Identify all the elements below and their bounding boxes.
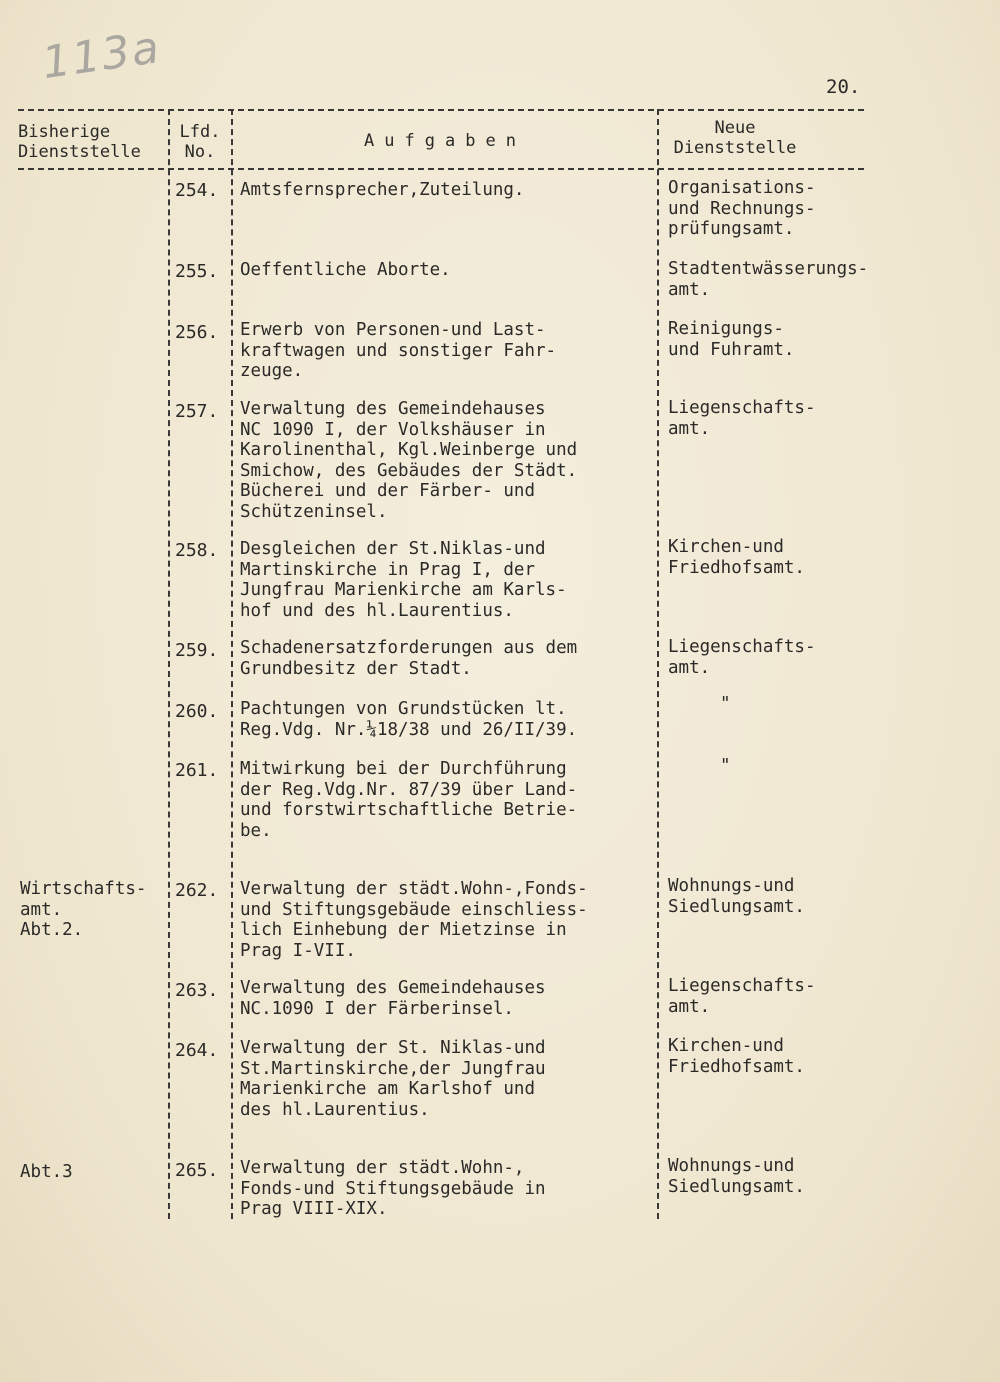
table-top-rule (18, 109, 864, 111)
row-number: 261. (175, 760, 219, 781)
page-number: 20. (826, 76, 861, 98)
row-task: Desgleichen der St.Niklas-und Martinskirche in Prag I, der Jungfrau Marienkirche am Karls- hof und des hl.Laurentius. (240, 539, 567, 621)
row-task: Verwaltung der städt.Wohn-, Fonds-und Stiftungsgebäude in Prag VIII-XIX. (240, 1158, 546, 1219)
row-number: 257. (175, 401, 219, 422)
row-number: 255. (175, 261, 219, 282)
row-new-office: Wohnungs-und Siedlungsamt. (668, 1156, 805, 1197)
row-new-office: " (720, 756, 731, 776)
row-number: 264. (175, 1040, 219, 1061)
row-task: Verwaltung der St. Niklas-und St.Martinskirche,der Jungfrau Marienkirche am Karlshof und des hl.Laurentius. (240, 1038, 546, 1120)
header-serial-number: Lfd. No. (179, 122, 221, 162)
row-task: Verwaltung des Gemeindehauses NC 1090 I, der Volkshäuser in Karolinenthal, Kgl.Weinberge und Smichow, des Gebäudes der Städt. Bücherei und der Färber- und Schützeninsel. (240, 399, 578, 522)
header-tasks: Aufgaben (364, 131, 526, 151)
row-new-office: Organisations- und Rechnungs- prüfungsamt. (668, 178, 816, 239)
row-new-office: Wohnungs-und Siedlungsamt. (668, 876, 805, 917)
handwritten-note: 113a (39, 21, 164, 90)
row-new-office: Kirchen-und Friedhofsamt. (668, 537, 805, 578)
table-header-rule (18, 168, 864, 170)
row-new-office: Stadtentwässerungs- amt. (668, 259, 869, 300)
row-previous-office: Wirtschafts- amt. Abt.2. (20, 879, 147, 940)
row-task: Mitwirkung bei der Durchführung der Reg.Vdg.Nr. 87/39 über Land- und forstwirtschaftliche Betrie- be. (240, 759, 578, 841)
row-number: 258. (175, 540, 219, 561)
row-number: 263. (175, 980, 219, 1001)
row-task: Schadenersatzforderungen aus dem Grundbesitz der Stadt. (240, 638, 578, 679)
row-number: 259. (175, 640, 219, 661)
row-new-office: Kirchen-und Friedhofsamt. (668, 1036, 805, 1077)
row-task: Amtsfernsprecher,Zuteilung. (240, 180, 525, 200)
row-new-office: Liegenschafts- amt. (668, 976, 816, 1017)
header-previous-office: Bisherige Dienststelle (18, 122, 141, 162)
row-new-office: Reinigungs- und Fuhramt. (668, 319, 795, 360)
row-task: Erwerb von Personen-und Last- kraftwagen und sonstiger Fahr- zeuge. (240, 320, 557, 381)
row-new-office: Liegenschafts- amt. (668, 398, 816, 439)
row-new-office: " (720, 694, 731, 714)
row-task: Pachtungen von Grundstücken lt. Reg.Vdg. Nr.¼18/38 und 26/II/39. (240, 699, 578, 740)
row-task: Verwaltung des Gemeindehauses NC.1090 I der Färberinsel. (240, 978, 546, 1019)
row-number: 260. (175, 701, 219, 722)
column-divider-1 (168, 109, 170, 1219)
row-previous-office: Abt.3 (20, 1162, 73, 1182)
row-task: Verwaltung der städt.Wohn-,Fonds- und Stiftungsgebäude einschliess- lich Einhebung der Mietzinse in Prag I-VII. (240, 879, 588, 961)
row-number: 254. (175, 180, 219, 201)
row-task: Oeffentliche Aborte. (240, 260, 451, 280)
row-new-office: Liegenschafts- amt. (668, 637, 816, 678)
header-new-office: Neue Dienststelle (673, 118, 797, 158)
row-number: 262. (175, 880, 219, 901)
row-number: 265. (175, 1160, 219, 1181)
row-number: 256. (175, 322, 219, 343)
